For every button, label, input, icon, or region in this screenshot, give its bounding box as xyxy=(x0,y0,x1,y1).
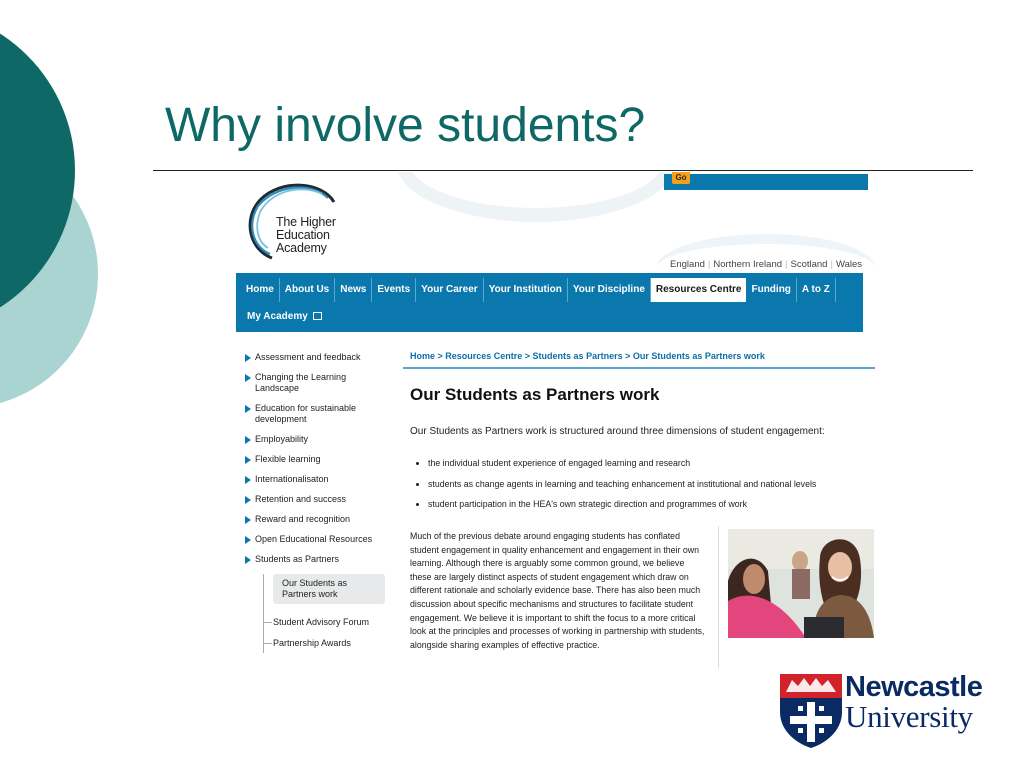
logo-line-1: The Higher xyxy=(276,215,336,229)
submenu-line xyxy=(263,574,264,653)
new-window-icon xyxy=(313,312,322,320)
university-name-line-2: University xyxy=(845,699,973,734)
submenu-tick xyxy=(263,643,272,644)
sidebar-item-label: Internationalisaton xyxy=(255,474,329,484)
breadcrumb-rule xyxy=(403,367,875,369)
nav-your-career[interactable]: Your Career xyxy=(416,278,484,302)
sidebar-item-label: Education for sustainable development xyxy=(255,403,357,424)
region-separator: | xyxy=(707,259,711,270)
slide-title: Why involve students? xyxy=(165,99,646,152)
list-item: the individual student experience of engaged learning and research xyxy=(416,459,816,468)
sidebar-item-label: Flexible learning xyxy=(255,454,321,464)
sidebar-item-employability[interactable] xyxy=(244,434,384,445)
my-academy-label: My Academy xyxy=(247,311,308,322)
region-wales[interactable]: Wales xyxy=(835,259,862,270)
nav-row xyxy=(242,278,836,302)
sidebar-item-sustainable[interactable] xyxy=(244,403,384,425)
submenu-item-advisory-forum[interactable] xyxy=(273,617,384,628)
triangle-right-icon xyxy=(245,456,251,464)
hea-logo-text xyxy=(276,216,336,255)
students-photo-illustration xyxy=(728,529,874,638)
main-nav xyxy=(236,273,863,332)
nav-home[interactable]: Home xyxy=(242,278,280,302)
logo-line-2: Education xyxy=(276,228,330,242)
page-heading: Our Students as Partners work xyxy=(410,385,660,404)
region-england[interactable]: England xyxy=(670,259,705,270)
nav-about-us[interactable]: About Us xyxy=(280,278,335,302)
sidebar-item-label: Assessment and feedback xyxy=(255,352,361,362)
sidebar-item-retention[interactable] xyxy=(244,494,384,505)
nav-a-to-z[interactable]: A to Z xyxy=(797,278,836,302)
submenu-tick xyxy=(263,622,272,623)
triangle-right-icon xyxy=(245,556,251,564)
sidebar-item-international[interactable] xyxy=(244,474,384,485)
region-links xyxy=(670,259,862,270)
sidebar-item-flexible[interactable] xyxy=(244,454,384,465)
sidebar-item-reward[interactable] xyxy=(244,514,384,525)
body-paragraph: Much of the previous debate around engaging students has conflated student engagement in quality enhancement and engagement in their own learning. Although there is arguably some common ground, we believe these are largely distinct aspects of student engagement which draw on different rationale and scholarly evidence base. There has also been much discussion about specific mechanisms and structures to facilitate student engagement. We believe it is important to shift the focus to a more critical look at the principles and processes of working in partnership with students, alongside sharing examples of effective practice. xyxy=(410,531,705,650)
header-swoosh xyxy=(396,172,676,222)
sidebar-item-label: Retention and success xyxy=(255,494,347,504)
triangle-right-icon xyxy=(245,354,251,362)
region-separator: | xyxy=(830,259,833,270)
sidebar-item-label: Open Educational Resources xyxy=(255,534,373,544)
sidebar-item-label: Reward and recognition xyxy=(255,514,351,524)
university-name-line-1: Newcastle xyxy=(845,671,983,703)
nav-your-institution[interactable]: Your Institution xyxy=(484,278,568,302)
triangle-right-icon xyxy=(245,436,251,444)
nav-news[interactable]: News xyxy=(335,278,372,302)
submenu-label: Partnership Awards xyxy=(273,638,351,648)
sidebar-item-changing-landscape[interactable] xyxy=(244,372,384,394)
triangle-right-icon xyxy=(245,496,251,504)
sidebar-item-label: Employability xyxy=(255,434,309,444)
dimensions-list xyxy=(416,459,816,521)
hea-logo[interactable] xyxy=(242,176,342,266)
triangle-right-icon xyxy=(245,536,251,544)
title-divider xyxy=(153,170,973,171)
my-academy-link[interactable] xyxy=(247,311,322,322)
triangle-right-icon xyxy=(245,516,251,524)
sidebar xyxy=(244,352,384,659)
sidebar-item-label: Changing the Learning Landscape xyxy=(255,372,347,393)
sidebar-submenu xyxy=(255,574,384,649)
triangle-right-icon xyxy=(245,476,251,484)
sidebar-item-assessment[interactable] xyxy=(244,352,384,363)
website-screenshot xyxy=(236,172,896,672)
region-northern-ireland[interactable]: Northern Ireland xyxy=(713,259,783,270)
list-item: students as change agents in learning and teaching enhancement at institutional and national levels xyxy=(416,480,816,489)
submenu-item-our-work[interactable]: Our Students as Partners work xyxy=(273,574,385,604)
search-bar[interactable] xyxy=(664,174,868,190)
list-item: student participation in the HEA's own strategic direction and programmes of work xyxy=(416,500,816,509)
triangle-right-icon xyxy=(245,374,251,382)
university-crest-icon xyxy=(778,672,844,750)
column-divider xyxy=(718,526,719,668)
students-photo xyxy=(728,529,874,638)
triangle-right-icon xyxy=(245,405,251,413)
nav-resources-centre[interactable]: Resources Centre xyxy=(651,278,747,302)
nav-events[interactable]: Events xyxy=(372,278,416,302)
university-name xyxy=(845,672,982,732)
submenu-item-partnership-awards[interactable] xyxy=(273,638,384,649)
region-scotland[interactable]: Scotland xyxy=(790,259,828,270)
intro-text: Our Students as Partners work is structured around three dimensions of student engagement: xyxy=(410,426,825,437)
nav-your-discipline[interactable]: Your Discipline xyxy=(568,278,651,302)
nav-funding[interactable]: Funding xyxy=(746,278,796,302)
breadcrumb[interactable]: Home > Resources Centre > Students as Partners > Our Students as Partners work xyxy=(410,351,765,361)
sidebar-item-label: Students as Partners xyxy=(255,554,340,564)
sidebar-item-oer[interactable] xyxy=(244,534,384,545)
logo-line-3: Academy xyxy=(276,241,327,255)
sidebar-item-students-partners[interactable] xyxy=(244,554,384,565)
search-go-button[interactable]: Go xyxy=(672,172,690,184)
region-separator: | xyxy=(785,259,788,270)
submenu-label: Student Advisory Forum xyxy=(273,617,370,627)
